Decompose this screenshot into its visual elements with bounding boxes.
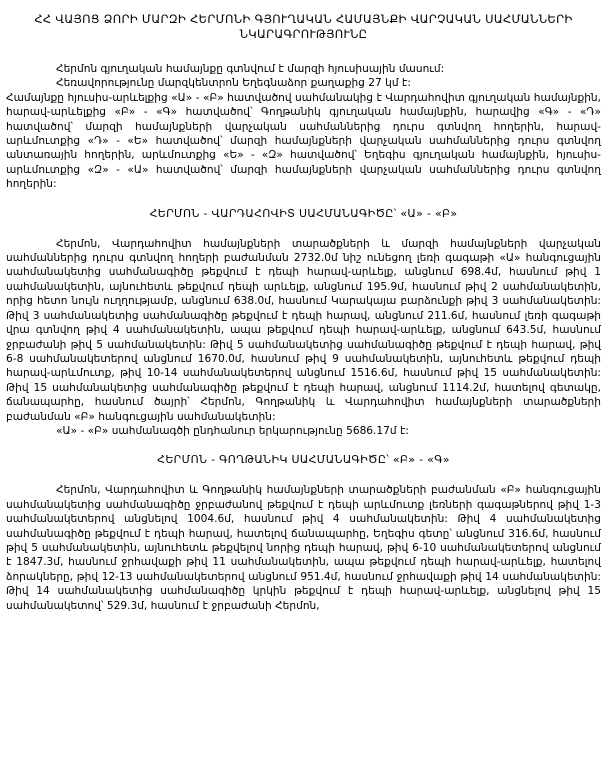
document-title: ՀՀ ՎԱՅՈՑ ՁՈՐԻ ՄԱՐԶԻ ՀԵՐՄՈՆԻ ԳՅՈՒՂԱԿԱՆ ՀԱՄԱՅՆՔԻ ՎԱՐՉԱԿԱՆ ՍԱՀՄԱՆՆԵՐԻ ՆԿԱՐԱԳՐՈՒԹՅՈՒՆԸ [34,12,573,41]
section2-body: Հերմոն, Վարդահովիտ և Գողթանիկ համայնքների տարածքների բաժանման «Բ» հանգուցային սահմանակետից սահմանագիծը ջրբաժանով թեքվում է դեպի արևմուտք լեռների գագաթներով թիվ 1-3 սահմանակետերով անցնելով 1004.6մ, հասնում թիվ 4 սահմանակետին: Թիվ 4 սահմանակետից սահմանագիծը թեքվում է դեպի հարավ, հատելով ճանապարհը, Եղեգիս գետը՝ անցնում 316.6մ, հասնում թիվ 5 սահմանակետին, այնուհետև թեքվելով նորից դեպի հարավ, թիվ 6-10 սահմանակետերով անցնում է 1847.3մ, հասնում ջրհավաքի թիվ 11 սահմանակետին, ապա թեքվում դեպի հարավ-արևելք, հատելով ձորակները, թիվ 12-13 սահմանակետերով անցնում 951.4մ, հասնում ջրհավաքի թիվ 14 սահմանակետին: Թիվ 14 սահմանակետից սահմանագիծը կրկին թեքվում է դեպի հարավ-արևելք, անցնելով թիվ 15 սահմանակետով՝ 529.3մ, հասնում է ջրբաժանի Հերմոն, [6,484,601,612]
intro-distance: Հեռավորությունը մարզկենտրոն Եղեգնաձոր քաղաքից 27 կմ է: [56,77,411,90]
section2-heading: ՀԵՐՄՈՆ - ԳՈՂԹԱՆԻԿ ՍԱՀՄԱՆԱԳԻԾԸ՝ «Բ» - «Գ» [157,453,450,467]
section1-heading: ՀԵՐՄՈՆ - ՎԱՐԴԱՀՈՎԻՏ ՍԱՀՄԱՆԱԳԻԾԸ՝ «Ա» - «Բ» [149,206,458,220]
section1-body: Հերմոն, Վարդահովիտ համայնքների տարածքների և մարզի համայնքների վարչական սահմաններից դուրս գտնվող հողերի բաժանման 2732.0մ նիշ ունեցող լեռի գագաթի «Ա» հանգուցային սահմանակետից սահմանագիծը թեքվում է դեպի հարավ-արևելք, անցնում 698.4մ, հասնում թիվ 1 սահմանակետին, այնուհետև թեքվում դեպի արևելք, անցնում 195.9մ, հասնում թիվ 2 սահմանակետին, որից հետո նույն ուղղությամբ, անցնում 638.0մ, հասնում Կարակայա բարձունքի թիվ 3 սահմանակետին: Թիվ 3 սահմանակետից սահմանագիծը թեքվում է դեպի հարավ, անցնում 211.6մ, հասնում լեռի գագաթի վրա գտնվող թիվ 4 սահմանակետին, ապա թեքվում դեպի հարավ-արևելք, անցնում 643.5մ, հասնում ջրբաժանի թիվ 5 սահմանակետին: Թիվ 5 սահմանակետից սահմանագիծը թեքվում է դեպի հարավ, թիվ 6-8 սահմանակետերով անցնում 1670.0մ, հասնում թիվ 9 սահմանակետին, այնուհետև թեքվում դեպի հարավ-արևմուտք, թիվ 10-14 սահմանակետերով անցնում 1516.6մ, հասնում թիվ 15 սահմանակետին: Թիվ 15 սահմանակետից սահմանագիծը թեքվում է դեպի հարավ, անցնում 1114.2մ, հատելով գետակը, ճանապարհը, հասնում ծայրի՝ Հերմոն, Գողթանիկ և Վարդահովիտ համայնքների տարածքների բաժանման «Բ» հանգուցային սահմանակետին: [6,237,601,423]
intro-neighbors: Համայնքը հյուսիս-արևելքից «Ա» - «Բ» հատվածով սահմանակից է Վարդահովիտ գյուղական համայնքին, հարավ-արևելքից «Բ» - «Գ» հատվածով՝ Գողթանիկ գյուղական համայնքին, հարավից «Գ» - «Դ» հատվածով՝ մարզի համայնքների վարչական սահմաններից դուրս գտնվող հողերին, հարավ-արևմուտքից «Դ» - «Ե» հատվածով՝ մարզի համայնքների վարչական սահմաններից դուրս գտնվող անտառային հողերին, արևմուտքից «Ե» - «Զ» հատվածով՝ Եղեգիս գյուղական համայնքին, հյուսիս-արևմուտքից «Զ» - «Ա» հատվածով՝ մարզի համայնքների վարչական սահմաններից դուրս գտնվող հողերին: [6,91,601,191]
intro-location: Հերմոն գյուղական համայնքը գտնվում է մարզի հյուսիսային մասում: [56,63,445,75]
section1-total: «Ա» - «Բ» սահմանագծի ընդհանուր երկարությունը 5686.17մ է: [56,424,409,437]
